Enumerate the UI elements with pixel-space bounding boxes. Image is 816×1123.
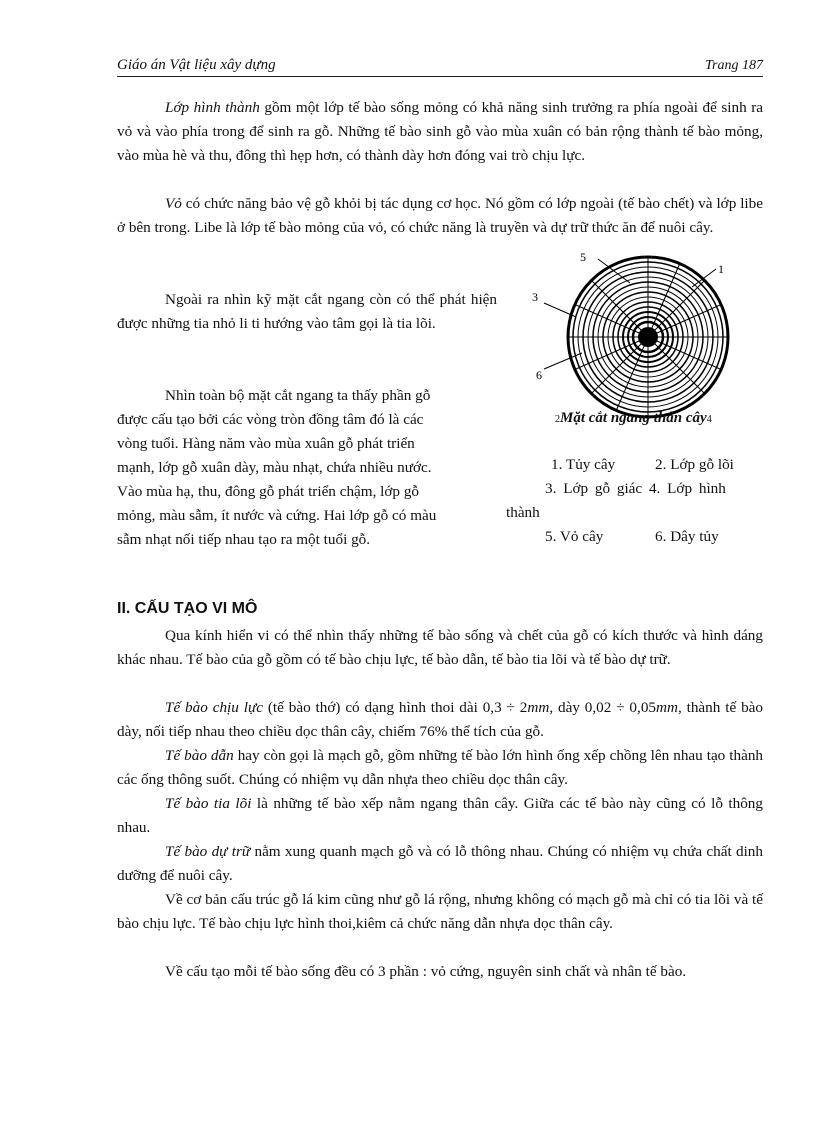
legend-item-1: 1. Tủy cây [551,456,616,473]
term-italic: Vỏ [165,195,182,212]
header-title: Giáo án Vật liệu xây dựng [117,57,276,73]
figure-caption [555,410,712,427]
legend-item-4-cont: thành [506,504,540,521]
legend-item-6: 6. Dây tủy [655,528,719,545]
section-heading: II. CẤU TẠO VI MÔ [117,600,258,617]
paragraph-intro-micro: Qua kính hiển vi có thể nhìn thấy những tế bào sống và chết của gỗ có kích thước và hình dáng khác nhau. Tế bào của gỗ gồm có tế bào chịu lực, tế bào dẫn, tế bào tia lõi và tế bào dự trữ. [117,627,763,668]
term-italic: Tế bào dự trữ [165,843,251,860]
paragraph-te-bao-dan: Tế bào dẫn hay còn gọi là mạch gỗ, gồm những tế bào lớn hình ống xếp chồng lên nhau tạo thành các ống thông suốt. Chúng có nhiệm vụ dẫn nhựa theo chiều dọc thân cây. [117,747,764,788]
paragraph-go-la-kim: Về cơ bản cấu trúc gỗ lá kim cũng như gỗ lá rộng, nhưng không có mạch gỗ mà chỉ có tia lõi và tế bào chịu lực. Tế bào chịu lực hình thoi,kiêm cả chức năng dẫn nhựa dọc thân cây. [117,891,763,932]
label-6: 6 [536,368,542,382]
legend-item-2: 2. Lớp gỗ lõi [655,456,734,473]
paragraph-te-bao-tia-loi: Tế bào tia lõi là những tế bào xếp nằm ngang thân cây. Giữa các tế bào này cũng có lỗ thông nhau. [117,795,763,836]
caption-text: Mặt cắt ngang thân cây [560,410,707,426]
term-italic: Lớp hình thành [165,99,260,116]
legend-item-3-4: 3. Lớp gỗ giác 4. Lớp hình [545,480,726,497]
paragraph-te-bao-chiu-luc: Tế bào chịu lực (tế bào thớ) có dạng hình thoi dài 0,3 ÷ 2mm, dày 0,02 ÷ 0,05mm, thành tế bào dày, nối tiếp nhau theo chiều dọc thân cây, chiếm 76% thể tích của gỗ. [117,699,763,740]
label-3: 3 [532,290,538,304]
paragraph-cau-tao-te-bao: Về cấu tạo mỗi tế bào sống đều có 3 phần : vỏ cứng, nguyên sinh chất và nhân tế bào. [165,963,687,980]
paragraph-tia-loi: Ngoài ra nhìn kỹ mặt cắt ngang còn có thể phát hiện được những tia nhỏ li ti hướng vào tâm gọi là tia lõi. [117,291,497,332]
term-italic: Tế bào chịu lực [165,699,263,716]
caption-num-right: 4 [706,414,712,425]
label-5: 5 [580,250,586,264]
paragraph-te-bao-du-tru: Tế bào dự trữ nằm xung quanh mạch gỗ và có lỗ thông nhau. Chúng có nhiệm vụ chứa chất dinh dưỡng để nuôi cây. [117,843,763,884]
paragraph-lop-hinh-thanh: Lớp hình thành gồm một lớp tế bào sống mỏng có khả năng sinh trưởng ra phía ngoài để sinh ra vỏ và vào phía trong để sinh ra gỗ. Những tế bào sinh gỗ vào mùa xuân có bản rộng thành tế bào mỏng, vào mùa hè và thu, đông thì hẹp hơn, có thành dày hơn đóng vai trò chịu lực. [117,99,763,164]
trunk-cross-section-figure [530,245,770,425]
term-italic: Tế bào tia lõi [165,795,252,812]
medullary-rays [568,257,728,417]
paragraph-vo: Vỏ có chức năng bảo vệ gỗ khỏi bị tác dụng cơ học. Nó gồm có lớp ngoài (tế bào chết) và lớp libe ở bên trong. Libe là lớp tế bào mỏng của vỏ, có chức năng là truyền và dự trữ thức ăn để nuôi cây. [117,195,763,236]
header-page-number: Trang 187 [705,58,763,73]
label-1: 1 [718,262,724,276]
caption-num-left: 2 [555,414,560,425]
legend-item-5: 5. Vỏ cây [545,528,604,545]
term-italic: Tế bào dẫn [165,747,234,764]
page-header [117,56,763,77]
